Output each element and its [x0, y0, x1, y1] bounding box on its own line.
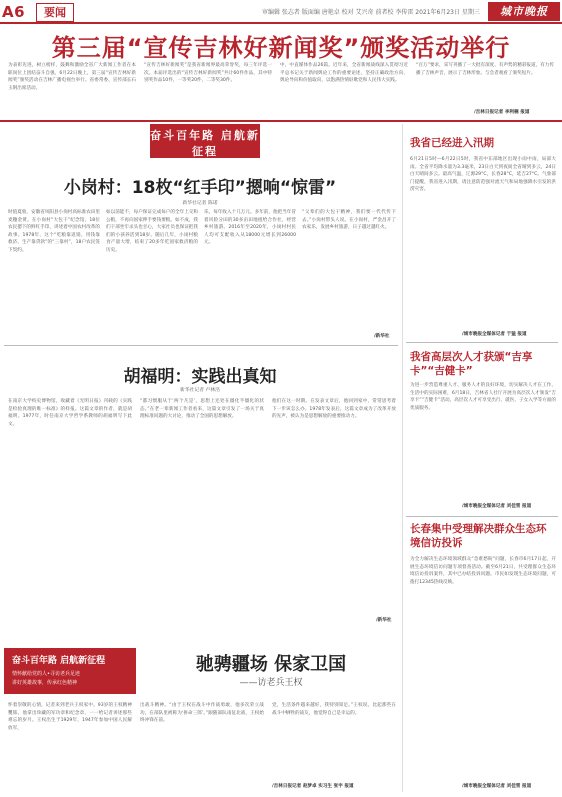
- story1-col4: “父辈们的大包干精神，我们要一代代传下去。”小岗村带头人说。在小岗村，严金昌开了农家乐，发展乡村旅游，日子越过越红火。: [302, 210, 396, 231]
- side1-body: 6月21日5时—6月22日5时，我省中东部地区出现小雨中雨，局部大雨。全省平均降水量为3.3毫米，23日白天到夜间全省晴到多云，24日白天晴间多云。最高气温，辽源29°C，长春28°C，延吉27°C。气象部门提醒，我省进入汛期，请注意防范强对流天气和局地强降水引发的洪涝灾害。: [410, 157, 556, 193]
- side2-title: 我省高层次人才获颁“吉享卡”“吉健卡”: [410, 351, 533, 377]
- story2-col1: 在南京大学校史博物馆，收藏着《光明日报》刊载的《实践是检验真理的唯一标准》的样报。这篇文章的作者，就是胡福明。1977年，时任南京大学哲学系教师的胡福明写下此文。: [8, 399, 132, 427]
- side3-body: 为全力解决生态环境领域群众“急难愁盼”问题，长春市6月17日起，开展生态环境信访问题专项督查活动。截至6月21日，共受理群众生态环境信访投诉案件，其中已办结投诉问题。市民如发现生态环境问题，可拨打12345热线反映。: [410, 557, 556, 585]
- story3-col1: 怀着崇敬的心情，记者来到老兵王权家中。93岁的王权精神矍铄，他拿出珍藏的军功章和纪念章，一一给记者讲述那些难忘的岁月。王权出生于1929年，1947年参加中国人民解放军，: [8, 703, 132, 731]
- side-divider-1: [406, 342, 558, 343]
- story1-byline: 新华社记者 陈诺: [182, 201, 218, 206]
- page-number: A6: [2, 3, 26, 21]
- side2-signature: /城市晚报全媒体记者 刘佳雪 报道: [462, 504, 532, 509]
- side2-body: 为进一步营造尊重人才、服务人才的良好环境，切实解决人才在工作、生活中的实际困难，6月18日，吉林省人社厅开展为高层次人才颁发“吉享卡”“吉健卡”活动。高层次人才可享受出行、就医、子女入学等方面的优质服务。: [410, 383, 556, 411]
- side3-title: 长春集中受理解决群众生态环境信访投诉: [410, 523, 547, 549]
- side1-title: 我省已经进入汛期: [410, 137, 494, 149]
- masthead: [0, 0, 562, 22]
- masthead-rule: [0, 22, 562, 24]
- lead-article-col3: 中，中直媒体作品26篇。近年来，全省新闻战线深入贯彻习近平总书记关于新闻舆论工作的重要论述，坚持正确政治方向、舆论导向和价值取向，以饱满热情讴歌党和人民伟大实践。: [280, 63, 408, 84]
- story2-col3: 他们在这一时期。在发表文章后，他回到家中，常常思考着下一步该怎么办。1978年发表后，这篇文章成为了改革开放的先声，被认为是思想解放的重要推动力。: [272, 399, 396, 420]
- story1-title: 小岗村：18枚“红手印”摁响“惊雷”: [63, 178, 337, 198]
- story3-title: 驰骋疆场 保家卫国: [195, 654, 347, 675]
- series-banner-title: 奋斗百年路 启航新征程: [12, 656, 106, 666]
- section-divider: [0, 120, 562, 122]
- side1-signature: /城市晚报全媒体记者 于猛 报道: [462, 332, 527, 337]
- story2-col2: “都习惯服从于‘两个凡是’，思想上还处在僵化半僵化的状态。”在老一辈新闻工作者看来，这篇文章引发了一场关于真理标准问题的大讨论，推动了全国的思想解放。: [140, 399, 264, 420]
- newspaper-logo: 城市晚报: [488, 2, 560, 21]
- feature-banner-title: 奋斗百年路 启航新征程: [150, 129, 260, 158]
- story1-signature: /新华社: [374, 334, 390, 339]
- story2-title: 胡福明：实践出真知: [123, 367, 277, 387]
- story1-col3: 乐，每年收入十几万元。多年前，他把当年冒着风险分田的30多亩田地租给合作社，经营乡村旅游。2016年至2020年，小岗村村民人均可支配收入从18000元增长到26000元。: [204, 210, 296, 246]
- feature-banner-subtitle: 数风流人物: [182, 165, 228, 175]
- side-divider-2: [406, 516, 558, 517]
- section-label: 要闻: [36, 3, 74, 22]
- story2-byline: 新华社记者 卢林浩: [180, 388, 220, 393]
- lead-article-col4: “百万”要求，采写刊播了一大批有深度、有声势的精彩报道，有力传播了吉林声音，展示了吉林形象。与会者观看了颁奖短片。: [416, 63, 554, 76]
- series-banner: [4, 648, 136, 694]
- story3-signature: /吉林日报记者 赵梦卓 实习生 张宇 报道: [272, 784, 354, 789]
- series-banner-subtitle: 情怀献给党的人•寻访老兵足迹: [12, 671, 80, 677]
- lead-article-col1: 为表彰先进，树立榜样，鼓舞和激励全省广大新闻工作者在本职岗位上团结奋斗自强，6月22日晚上，第三届“宣传吉林好新闻奖”颁奖活动在吉林广播电视台举行。省委常委、宣传部长石玉钢出席活动。: [8, 63, 136, 91]
- lead-article-signature: /吉林日报记者 李利楠 报道: [474, 110, 530, 115]
- lead-article-col2: “宣传吉林好新闻奖”是我省新闻界最高荣誉奖，每三年评选一次。本届评选出的“宣传吉林好新闻奖”共计60件作品，其中特别奖作品10件，一等奖20件，二等奖30件。: [144, 63, 272, 84]
- story-divider: [4, 345, 398, 346]
- main-headline: 第三届“宣传吉林好新闻奖”颁奖活动举行: [51, 34, 511, 62]
- story2-signature: /新华社: [376, 618, 392, 623]
- story3-col3: 党，生活条件越来越好，我特别知足。”王权说。比起那些在战斗中牺牲的战友，他觉得自己是幸运的。: [272, 703, 396, 716]
- story1-col2: 如以前能不，每户保证完成每户的全年上交和公粮，不再向国家伸手要钱要粮。如不成，我们干部坐牢杀头也甘心，大家社员也保证把我们的小孩养活到18岁。随后几年，小岗村粮食产量大增，结束了20多年吃国家救济粮的历史。: [106, 210, 198, 253]
- series-banner-tagline: 讲好英雄故事，传承红色精神: [12, 680, 78, 686]
- column-divider: [402, 124, 403, 792]
- story3-subtitle: ——访老兵王权: [239, 678, 303, 688]
- story1-col1: 时值夏收，安徽省凤阳县小岗村高标准农田里麦穗金黄。在小岗村“大包干”纪念馆，18位农民摁下的鲜红手印，讲述着中国农村改革的故事。1978年，这个“吃粮靠返销、用钱靠救济、生产靠贷款”的“三靠村”，18户农民签下契约。: [8, 210, 100, 253]
- side3-signature: /城市晚报全媒体记者 刘佳雪 报道: [462, 784, 532, 789]
- feature-banner: [150, 124, 260, 175]
- story3-col2: 出战斗精神。“由于王权在战斗中作战勇敢，他多次荣立战功，在部队里被称为‘拼命三郎’。”跟随部队南征北战，王权始终冲锋在前。: [140, 703, 264, 724]
- masthead-meta: 审编辑 张志者 版面编 唐艳卓 校对 艾兴奇 前者校 李传雷 2021年6月23日 星期三: [262, 9, 480, 16]
